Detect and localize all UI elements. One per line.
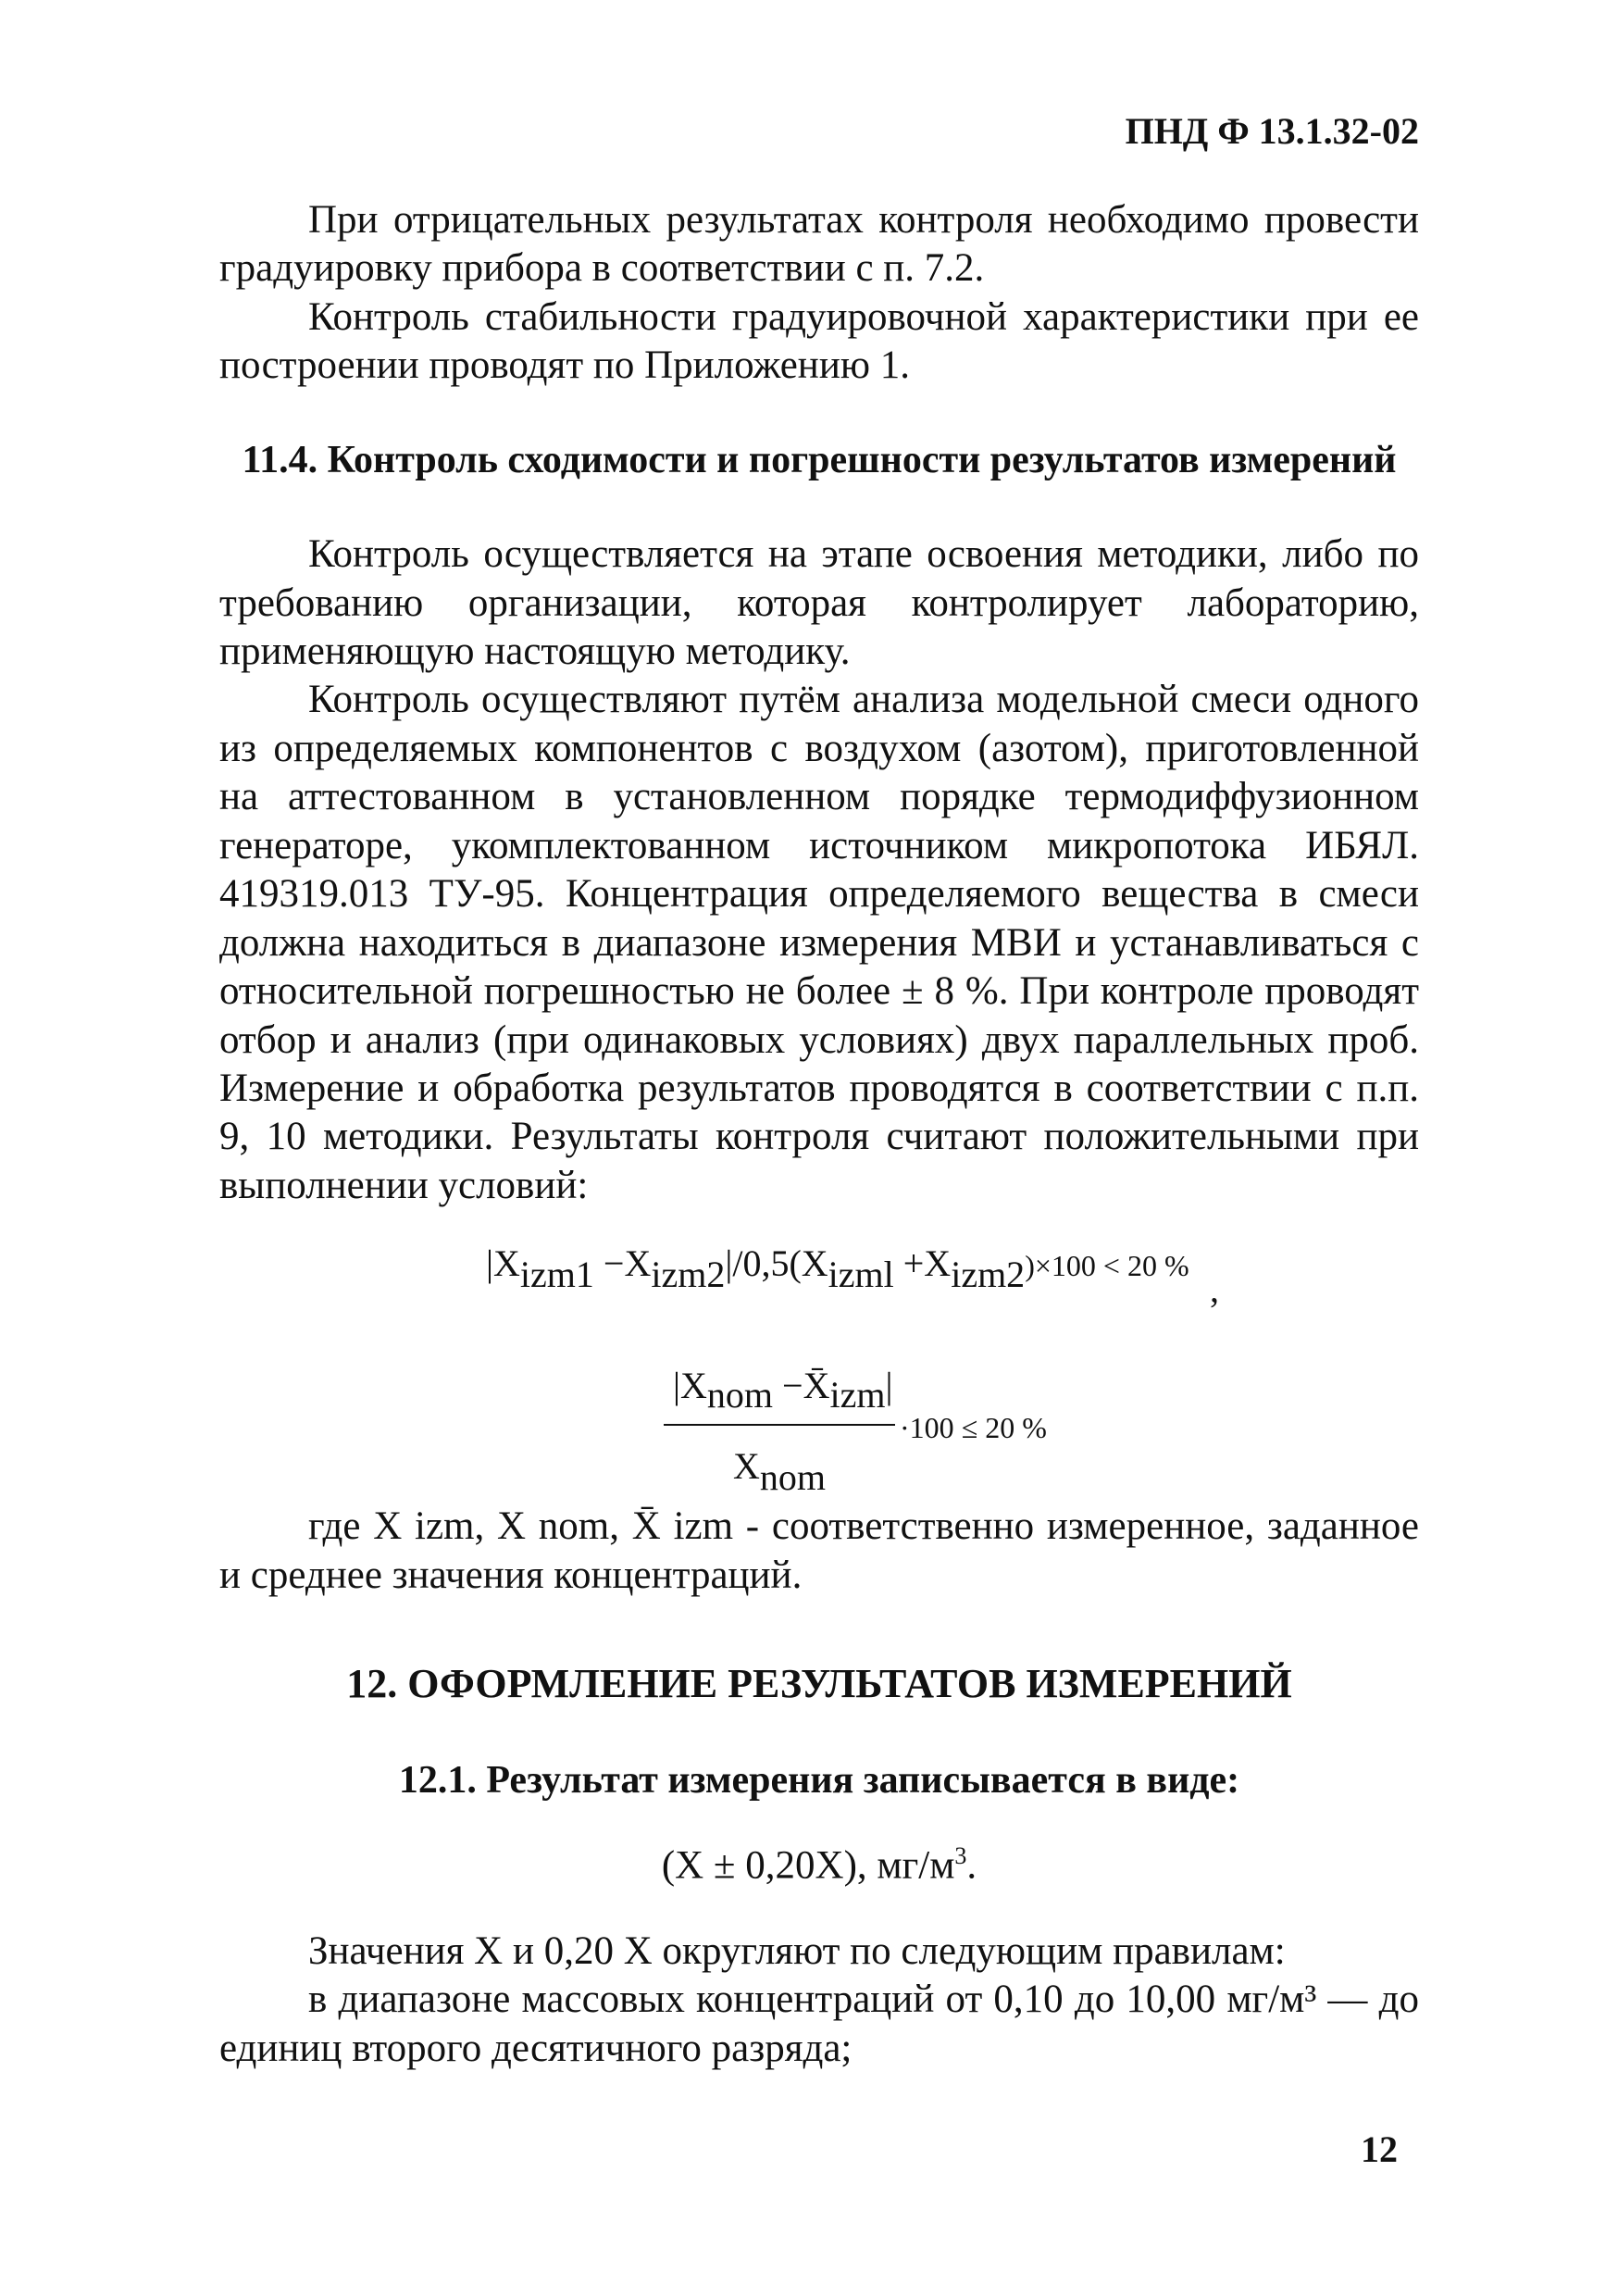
- formula-subscript: izm1: [519, 1254, 594, 1296]
- paragraph-notation: где X izm, X nom, X̄ izm - соответственно измеренное, заданное и среднее значения концентраций.: [219, 1504, 1419, 1597]
- formula-accuracy: [219, 1364, 1419, 1503]
- formula-subscript: izml: [828, 1254, 894, 1296]
- formula-subscript: nom: [706, 1374, 774, 1416]
- formula-term: −X̄: [773, 1365, 830, 1407]
- formula-subscript: izm2: [651, 1254, 726, 1296]
- paragraph-control-stage: Контроль осуществляется на этапе освоения методики, либо по требованию организации, которая контролирует лабораторию, применяющую настоящую методику.: [219, 532, 1419, 673]
- paragraph-control-procedure: Контроль осуществляют путём анализа модельной смеси одного из определяемых компонентов с воздухом (азотом), приготовленной на аттестованном в установленном порядке термодиффузионном генераторе, укомплектованном источником микропотока ИБЯЛ. 419319.013 ТУ-95. Концентрация определяемого вещества в смеси должна находиться в диапазоне измерения МВИ и устанавливаться с относительной погрешностью не более ± 8 %. При контроле проводят отбор и анализ (при одинаковых условиях) двух параллельных проб. Измерение и обработка результатов проводятся в соответствии с п.п. 9, 10 методики. Результаты контроля считают положительными при выполнении условий:: [219, 678, 1419, 1207]
- fraction-numerator: [664, 1364, 895, 1426]
- page-content: [219, 196, 1419, 2073]
- formula-term: |X: [486, 1242, 520, 1285]
- section-12-1-title: 12.1. Результат измерения записывается в виде:: [398, 1758, 1240, 1802]
- result-formula: [219, 1841, 1419, 1890]
- document-code: ПНД Ф 13.1.32-02: [1125, 110, 1419, 152]
- formula-subscript: izm: [829, 1374, 886, 1416]
- page-number: 12: [1361, 2128, 1398, 2170]
- section-12-title: 12. ОФОРМЛЕНИЕ РЕЗУЛЬТАТОВ ИЗМЕРЕНИЙ: [346, 1661, 1292, 1707]
- formula-subscript: nom: [759, 1456, 826, 1499]
- formula-term: +X: [893, 1242, 952, 1285]
- paragraph-negative-results: При отрицательных результатах контроля необходимо провести градуировку прибора в соответствии с п. 7.2.: [219, 198, 1419, 291]
- result-end: .: [966, 1843, 977, 1888]
- formula-term: −X: [593, 1242, 652, 1285]
- formula-convergence-expression: [486, 1242, 1189, 1298]
- formula-term: |/0,5(X: [725, 1242, 828, 1285]
- formula-subscript: izm2: [951, 1254, 1026, 1296]
- paragraph-rounding-range: в диапазоне массовых концентраций от 0,10 до 10,00 мг/м³ — до единиц второго десятичного разряда;: [219, 1978, 1419, 2070]
- formula-tail: ·100 ≤ 20 %: [900, 1411, 1047, 1445]
- result-superscript: 3: [954, 1842, 967, 1870]
- formula-fraction: [664, 1364, 895, 1501]
- fraction-denominator: [664, 1444, 895, 1501]
- paragraph-rounding-rules: Значения X и 0,20 X округляют по следующим правилам:: [308, 1928, 1286, 1973]
- formula-term: )×100 < 20 %: [1025, 1249, 1189, 1283]
- formula-term: |X: [673, 1365, 707, 1407]
- result-text: (X ± 0,20X), мг/м: [661, 1843, 955, 1888]
- formula-term: |: [885, 1365, 893, 1407]
- formula-term: X: [732, 1445, 760, 1488]
- paragraph-stability-control: Контроль стабильности градуировочной характеристики при ее построении проводят по Приложению 1.: [219, 294, 1419, 388]
- formula-convergence: [219, 1242, 1419, 1343]
- section-11-4-title: 11.4. Контроль сходимости и погрешности результатов измерений: [242, 438, 1397, 481]
- formula-comma: ,: [1210, 1268, 1219, 1311]
